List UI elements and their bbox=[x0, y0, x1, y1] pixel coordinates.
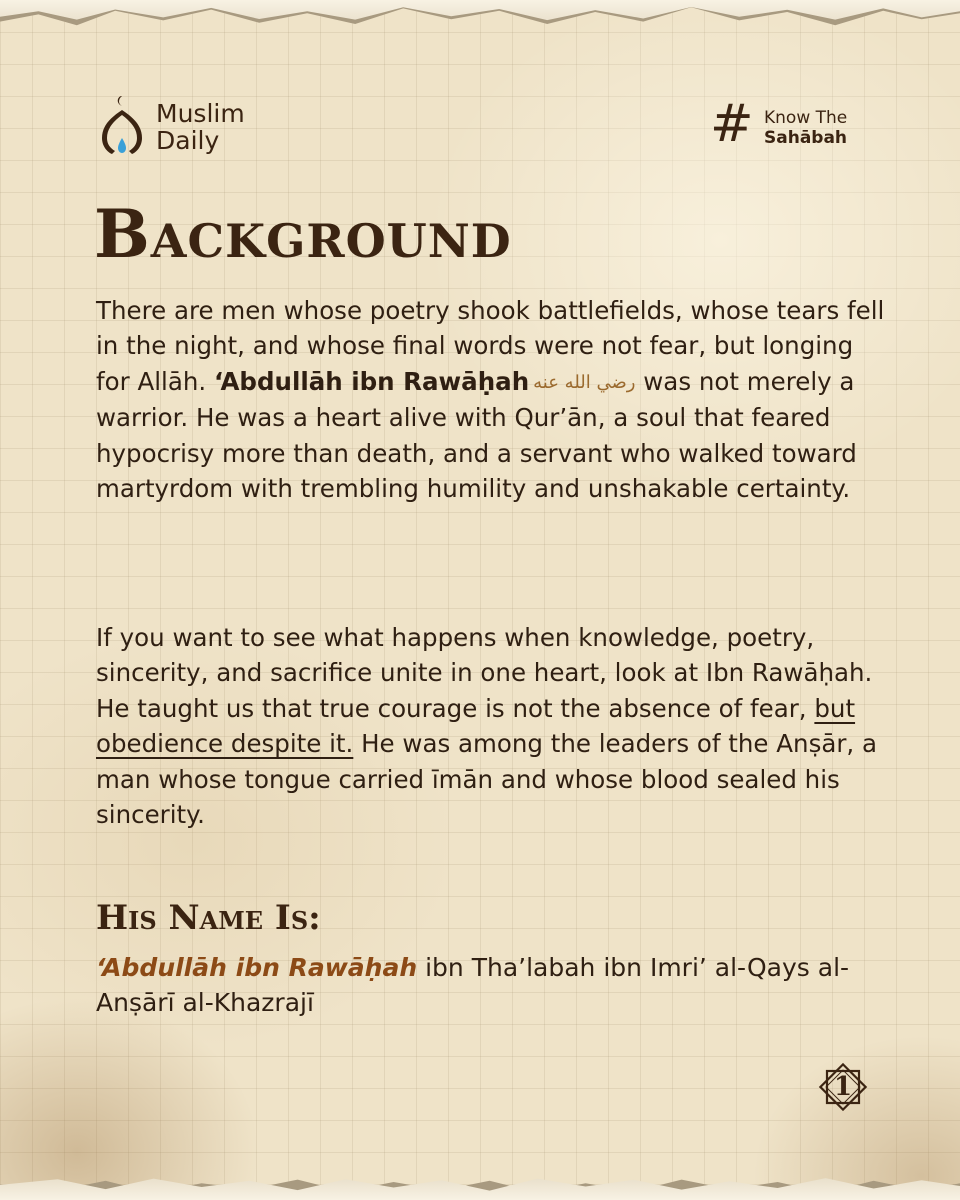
paragraph-intro-text-a: There are men whose poetry shook battlefields, whose tears fell in the night, and whose final words were not fear, but longing for Allāh. bbox=[96, 296, 885, 396]
paragraph-intro bbox=[96, 293, 886, 506]
brand-logo bbox=[96, 94, 266, 158]
page-number-badge bbox=[814, 1058, 872, 1116]
series-tag-line-2: Sahābah bbox=[764, 128, 848, 148]
full-name-highlight: ‘Abdullāh ibn Rawāḥah bbox=[96, 953, 418, 982]
paragraph-courage-text-a: If you want to see what happens when knowledge, poetry, sincerity, and sacrifice unite in one heart, look at Ibn Rawāḥah. He taught us that true courage is not the absence of fear, bbox=[96, 623, 873, 723]
page-number: 1 bbox=[833, 1072, 853, 1102]
paragraph-courage-text-b: He was among the leaders of the Anṣār, a man whose tongue carried īmān and whose blood sealed his sincerity. bbox=[96, 729, 878, 830]
honorific-radiallahu-anhu: رضي الله عنه bbox=[533, 371, 636, 393]
paragraph-intro-text-b: was not merely a warrior. He was a heart alive with Qur’ān, a soul that feared hypocrisy more than death, and a servant who walked toward martyrdom with trembling humility and unshakable certainty. bbox=[96, 366, 857, 504]
brand-line-1: Muslim bbox=[156, 99, 245, 128]
mosque-dome-icon bbox=[96, 94, 148, 158]
hashtag-icon: # bbox=[710, 94, 754, 154]
paragraph-courage bbox=[96, 620, 886, 832]
name-heading: His Name Is: bbox=[96, 898, 321, 938]
companion-name-bold: ‘Abdullāh ibn Rawāḥah bbox=[213, 366, 530, 396]
full-name bbox=[96, 950, 876, 1020]
underlined-phrase: but obedience despite it. bbox=[96, 693, 856, 759]
full-name-rest: ibn Tha’labah ibn Imri’ al-Qays al-Anṣārī al-Khazrajī bbox=[96, 953, 850, 1017]
page-title: Background bbox=[94, 195, 512, 273]
series-tag-text bbox=[764, 108, 847, 148]
series-tag-line-1: Know The bbox=[764, 108, 848, 128]
brand-line-2: Daily bbox=[156, 126, 220, 155]
brand-name bbox=[156, 100, 245, 154]
series-tag bbox=[710, 94, 870, 154]
